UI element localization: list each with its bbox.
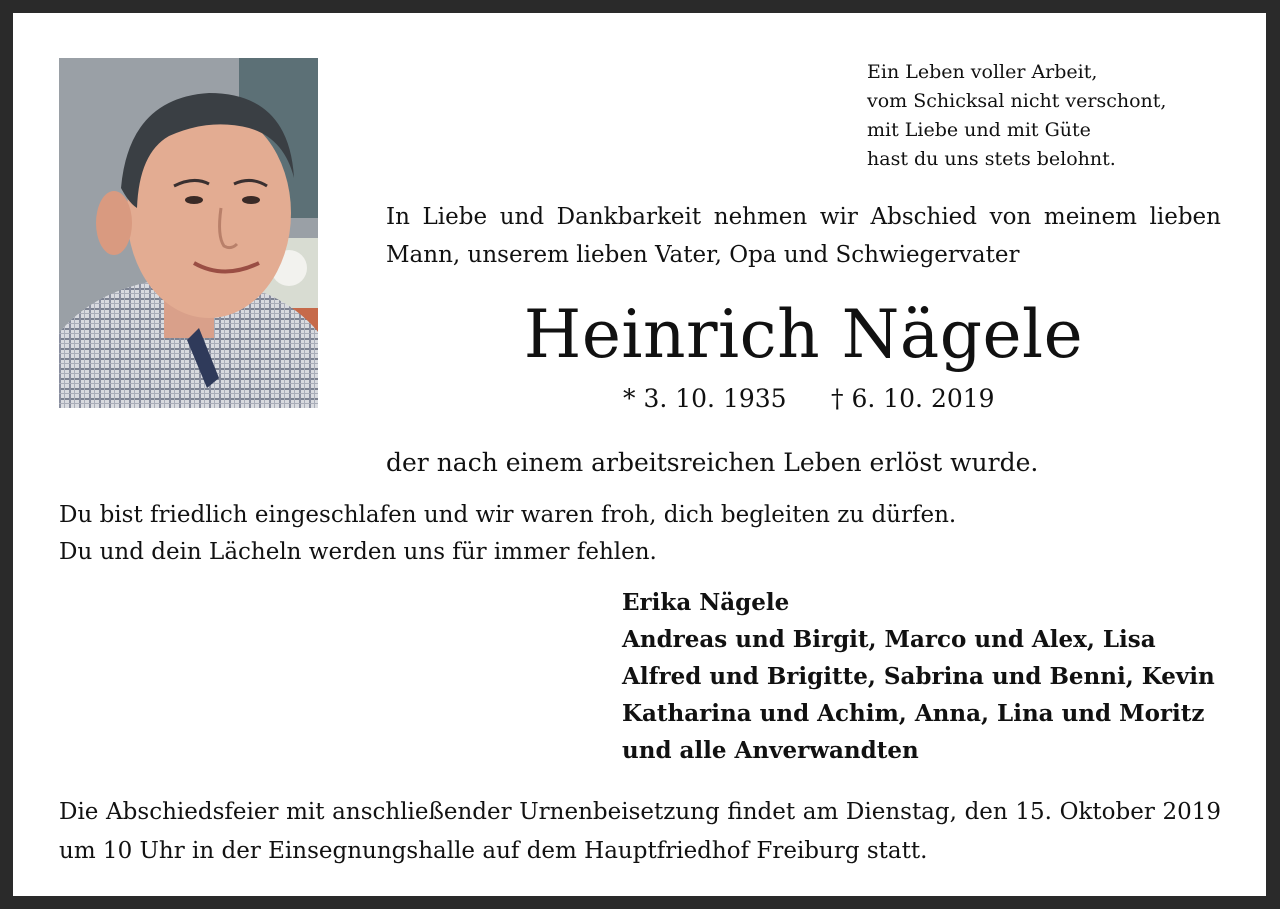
closing-line: Du bist friedlich eingeschlafen und wir waren froh, dich begleiten zu dürfen.: [59, 502, 957, 528]
closing-line: Du und dein Lächeln werden uns für immer fehlen.: [59, 539, 657, 565]
family-line: und alle Anverwandten: [622, 737, 919, 764]
closing-text: [59, 497, 956, 571]
funeral-line: Die Abschiedsfeier mit anschließender Urnenbeisetzung findet am Dienstag, den 15. Oktober 2019: [59, 799, 1221, 825]
funeral-info: [59, 793, 1221, 871]
intro-text: [386, 198, 1221, 274]
obituary-notice: [13, 13, 1266, 896]
family-line: Erika Nägele: [622, 589, 790, 616]
death-date: † 6. 10. 2019: [831, 384, 995, 413]
intro-line: Mann, unserem lieben Vater, Opa und Schwiegervater: [386, 242, 1020, 268]
poem-line: mit Liebe und mit Güte: [867, 119, 1091, 141]
birth-date: * 3. 10. 1935: [623, 384, 787, 413]
deceased-name: Heinrich Nägele: [523, 296, 1084, 373]
family-line: Andreas und Birgit, Marco und Alex, Lisa: [622, 626, 1156, 653]
family-line: Alfred und Brigitte, Sabrina und Benni, Kevin: [622, 663, 1215, 690]
poem-line: Ein Leben voller Arbeit,: [867, 61, 1098, 83]
intro-line: In Liebe und Dankbarkeit nehmen wir Abschied von meinem lieben: [386, 204, 1221, 230]
family-line: Katharina und Achim, Anna, Lina und Moritz: [622, 700, 1205, 727]
family-signatures: [622, 584, 1215, 769]
poem-line: hast du uns stets belohnt.: [867, 148, 1116, 170]
poem-verse: [867, 58, 1166, 174]
portrait-photo: [59, 58, 318, 408]
poem-line: vom Schicksal nicht verschont,: [867, 90, 1167, 112]
released-line: der nach einem arbeitsreichen Leben erlöst wurde.: [386, 448, 1039, 477]
funeral-line: um 10 Uhr in der Einsegnungshalle auf dem Hauptfriedhof Freiburg statt.: [59, 838, 928, 864]
